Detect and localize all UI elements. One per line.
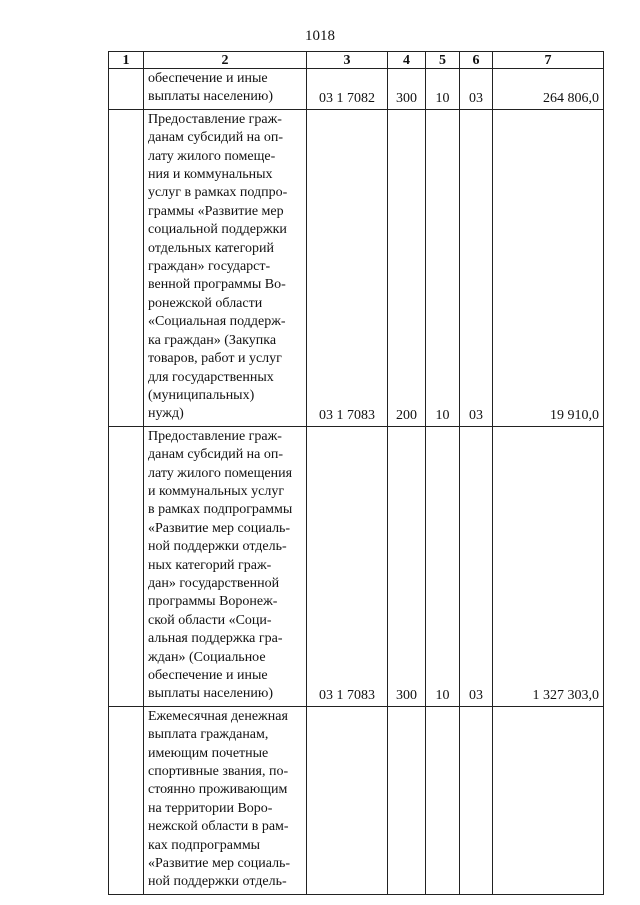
program-code-cell: 03 1 7083: [307, 109, 388, 426]
description-line: ждан» (Социальное: [148, 649, 266, 665]
program-code-cell: 03 1 7082: [307, 69, 388, 110]
amount-cell: 264 806,0: [493, 69, 604, 110]
description-line: услуг в рамках подпро-: [148, 185, 288, 201]
section-cell: 10: [426, 69, 460, 110]
description-line: нежской области в рам-: [148, 819, 289, 835]
description-line: Предоставление граж-: [148, 111, 282, 127]
description-line: ка граждан» (Закупка: [148, 332, 277, 348]
description-line: ронежской области: [148, 295, 263, 311]
table-row: [109, 109, 604, 426]
expense-type-cell: 300: [388, 69, 426, 110]
description-line: товаров, работ и услуг: [148, 351, 282, 367]
description-line: ной поддержки отдель-: [148, 539, 287, 555]
description-line: Ежемесячная денежная: [148, 708, 288, 724]
subsection-cell: 03: [460, 69, 493, 110]
description-cell: [144, 426, 307, 706]
program-code-cell: 03 1 7083: [307, 426, 388, 706]
description-line: дан» государственной: [148, 575, 280, 591]
header-row: [109, 52, 604, 69]
description-line: имеющим почетные: [148, 745, 269, 761]
description-line: стоянно проживающим: [148, 782, 288, 798]
description-line: (муниципальных): [148, 387, 255, 403]
table-body: [109, 69, 604, 895]
description-line: отдельных категорий: [148, 240, 275, 256]
expense-type-cell: [388, 706, 426, 894]
row-number-cell: [109, 109, 144, 426]
description-line: Предоставление граж-: [148, 428, 282, 444]
header-col-6: 6: [460, 52, 493, 69]
description-line: граждан» государст-: [148, 259, 271, 275]
description-line: данам субсидий на оп-: [148, 130, 284, 146]
description-line: выплаты населению): [148, 89, 273, 105]
description-line: обеспечение и иные: [148, 71, 268, 86]
table-row: [109, 706, 604, 894]
table-row: [109, 426, 604, 706]
header-col-3: 3: [307, 52, 388, 69]
description-line: ках подпрограммы: [148, 837, 261, 853]
amount-cell: [493, 706, 604, 894]
description-line: граммы «Развитие мер: [148, 203, 284, 219]
section-cell: 10: [426, 426, 460, 706]
table-header: [109, 52, 604, 69]
description-line: альная поддержка гра-: [148, 631, 283, 647]
description-line: в рамках подпрограммы: [148, 502, 293, 518]
description-line: «Социальная поддерж-: [148, 314, 286, 330]
description-cell: [144, 69, 307, 110]
header-col-2: 2: [144, 52, 307, 69]
description-line: обеспечение и иные: [148, 668, 268, 683]
expense-type-cell: 300: [388, 426, 426, 706]
header-col-4: 4: [388, 52, 426, 69]
page-number: 1018: [305, 28, 335, 44]
description-line: данам субсидий на оп-: [148, 447, 284, 463]
header-col-5: 5: [426, 52, 460, 69]
amount-cell: 19 910,0: [493, 109, 604, 426]
description-line: спортивные звания, по-: [148, 764, 289, 780]
budget-table: [108, 51, 604, 895]
table-row: [109, 69, 604, 110]
subsection-cell: 03: [460, 109, 493, 426]
description-line: ской области «Соци-: [148, 612, 272, 628]
description-line: для государственных: [148, 369, 274, 385]
description-line: социальной поддержки: [148, 222, 287, 238]
description-line: «Развитие мер социаль-: [148, 520, 291, 536]
description-line: на территории Воро-: [148, 800, 273, 816]
program-code-cell: [307, 706, 388, 894]
description-line: ных категорий граж-: [148, 557, 272, 573]
description-line: ния и коммунальных: [148, 167, 273, 183]
expense-type-cell: 200: [388, 109, 426, 426]
section-cell: [426, 706, 460, 894]
amount-cell: 1 327 303,0: [493, 426, 604, 706]
subsection-cell: 03: [460, 426, 493, 706]
row-number-cell: [109, 69, 144, 110]
description-line: венной программы Во-: [148, 277, 286, 293]
header-col-7: 7: [493, 52, 604, 69]
description-line: выплата гражданам,: [148, 727, 269, 743]
section-cell: 10: [426, 109, 460, 426]
row-number-cell: [109, 426, 144, 706]
description-line: «Развитие мер социаль-: [148, 856, 291, 872]
header-col-1: 1: [109, 52, 144, 69]
row-number-cell: [109, 706, 144, 894]
description-line: программы Воронеж-: [148, 594, 278, 610]
description-line: нужд): [148, 406, 184, 422]
subsection-cell: [460, 706, 493, 894]
description-line: ной поддержки отдель-: [148, 874, 287, 890]
description-cell: [144, 706, 307, 894]
description-line: лату жилого помещения: [148, 465, 293, 481]
description-line: и коммунальных услуг: [148, 483, 285, 499]
description-line: выплаты населению): [148, 686, 273, 702]
description-cell: [144, 109, 307, 426]
description-line: лату жилого помеще-: [148, 148, 276, 164]
